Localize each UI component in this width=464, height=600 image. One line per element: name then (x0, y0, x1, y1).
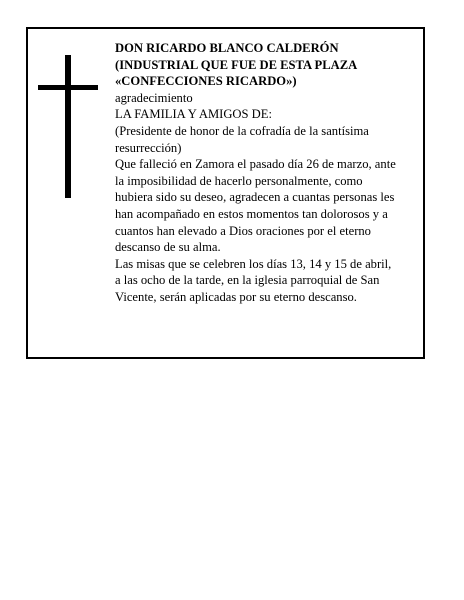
business-line-1: (INDUSTRIAL QUE FUE DE ESTA PLAZA (115, 57, 358, 72)
thanks-line-6: descanso de su alma. (115, 240, 221, 255)
notice-type: agradecimiento (115, 90, 193, 105)
thanks-line-3: hubiera sido su deseo, agradecen a cuantas personas les (115, 190, 395, 205)
cross-vertical-bar (65, 55, 71, 198)
business-line-2: «CONFECCIONES RICARDO») (115, 74, 297, 89)
mass-line-1: Las misas que se celebren los días 13, 14 y 15 de abril, (115, 256, 392, 271)
thanks-paragraph (115, 156, 421, 256)
notice-text (115, 40, 421, 306)
thanks-line-1: Que falleció en Zamora el pasado día 26 de marzo, ante (115, 157, 396, 172)
honorary-line-1: (Presidente de honor de la cofradía de la santísima (115, 123, 369, 138)
mass-line-3: Vicente, serán aplicadas por su eterno descanso. (115, 289, 357, 304)
thanks-line-4: han acompañado en estos momentos tan dolorosos y a (115, 206, 388, 221)
family-heading: LA FAMILIA Y AMIGOS DE: (115, 107, 272, 122)
mass-line-2: a las ocho de la tarde, en la iglesia parroquial de San (115, 273, 380, 288)
thanks-line-2: la imposibilidad de hacerlo personalmente, como (115, 173, 363, 188)
mass-paragraph (115, 256, 421, 306)
deceased-name: DON RICARDO BLANCO CALDERÓN (115, 41, 339, 55)
cross-horizontal-bar (38, 85, 98, 90)
obituary-notice (26, 27, 425, 359)
cross-icon (38, 55, 98, 198)
thanks-line-5: cuantos han elevado a Dios oraciones por el eterno (115, 223, 371, 238)
honorary-line-2: resurrección) (115, 140, 182, 155)
